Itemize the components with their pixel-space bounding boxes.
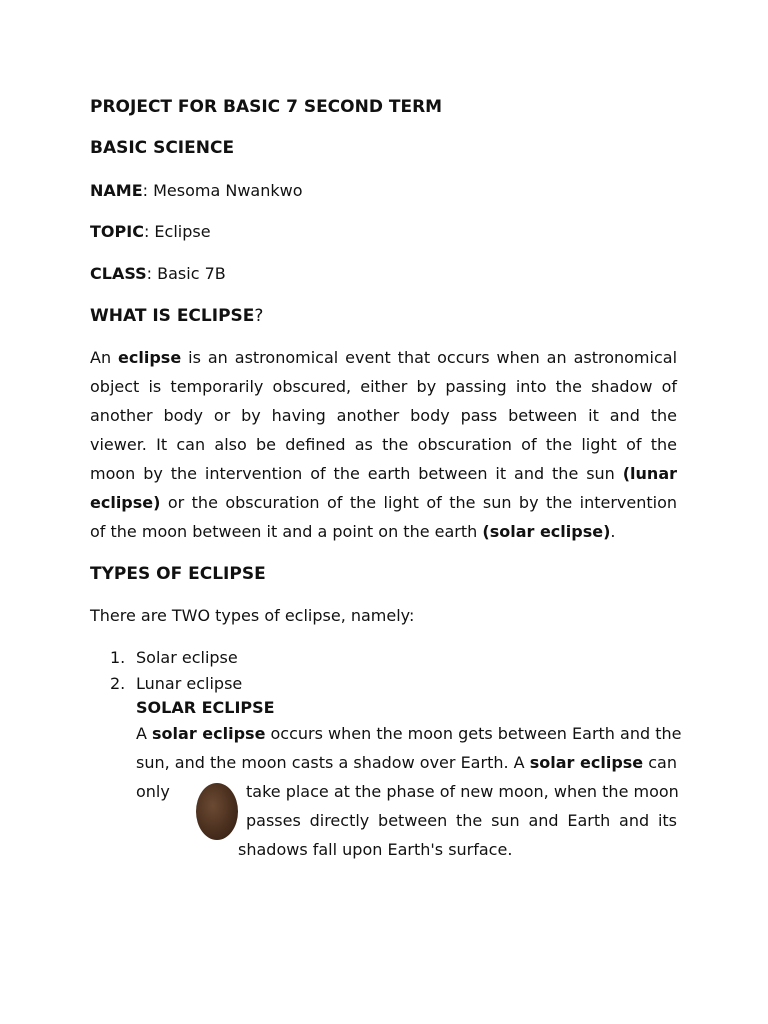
project-title: PROJECT FOR BASIC 7 SECOND TERM <box>90 97 443 117</box>
types-of-eclipse-heading: TYPES OF ECLIPSE <box>90 564 266 584</box>
solar-eclipse-heading: SOLAR ECLIPSE <box>136 698 275 717</box>
paragraph-line: of the moon between it and a point on the earth (solar eclipse). <box>90 522 616 541</box>
solar-line-5: shadows fall upon Earth's surface. <box>238 840 513 859</box>
eclipse-definition-paragraph <box>90 343 677 546</box>
list-item: 1. Solar eclipse <box>110 648 238 667</box>
topic-field <box>90 222 211 242</box>
paragraph-line: An eclipse is an astronomical event that occurs when an astronomical <box>90 348 678 367</box>
what-is-eclipse-heading: WHAT IS ECLIPSE? <box>90 306 264 326</box>
name-label: NAME <box>90 181 143 200</box>
solar-line-2: sun, and the moon casts a shadow over Earth. A solar eclipse can <box>136 753 678 772</box>
topic-label: TOPIC <box>90 222 144 241</box>
paragraph-line: moon by the intervention of the earth between it and the sun (lunar <box>90 464 677 483</box>
paragraph-line: viewer. It can also be defined as the obscuration of the light of the <box>90 435 677 454</box>
paragraph-line: eclipse) or the obscuration of the light of the sun by the intervention <box>90 493 677 512</box>
class-field <box>90 264 226 284</box>
solar-line-3b: take place at the phase of new moon, when the moon <box>246 782 679 801</box>
solar-line-1: A solar eclipse occurs when the moon gets between Earth and the <box>136 724 682 743</box>
class-label: CLASS <box>90 264 147 283</box>
list-item: 2. Lunar eclipse <box>110 674 243 693</box>
paragraph-line: object is temporarily obscured, either by passing into the shadow of <box>90 377 677 396</box>
name-field <box>90 181 303 201</box>
solar-line-4: passes directly between the sun and Earth and its <box>246 811 677 830</box>
solar-line-3a: only <box>136 782 170 801</box>
moon-image <box>196 783 238 840</box>
class-value: : Basic 7B <box>146 264 226 283</box>
topic-value: : Eclipse <box>143 222 211 241</box>
types-intro: There are TWO types of eclipse, namely: <box>90 606 415 625</box>
subject-heading: BASIC SCIENCE <box>90 138 235 158</box>
paragraph-line: another body or by having another body pass between it and the <box>90 406 677 425</box>
name-value: : Mesoma Nwankwo <box>142 181 303 200</box>
